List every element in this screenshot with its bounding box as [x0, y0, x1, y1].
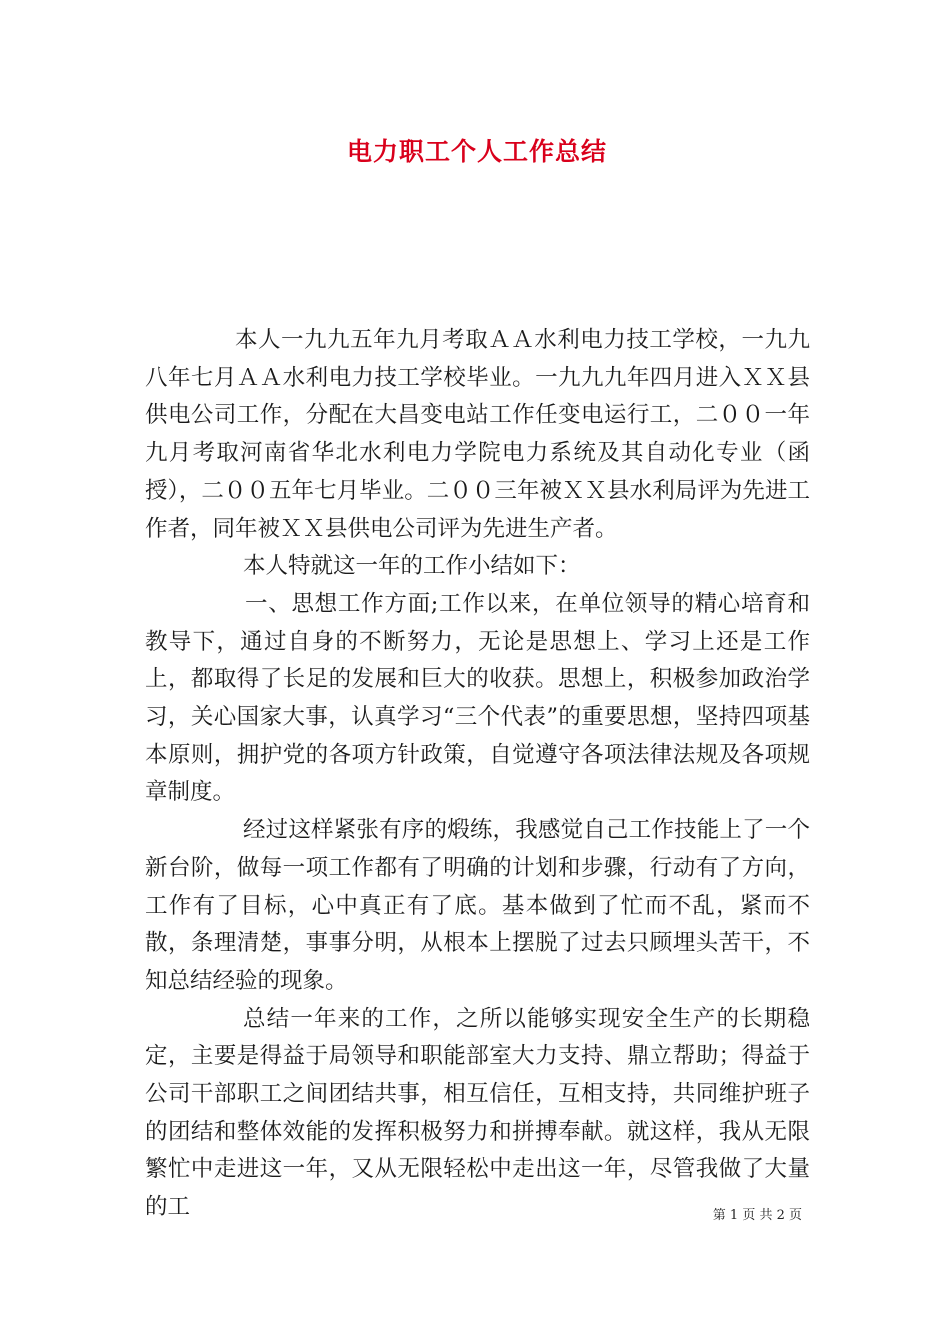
- page-number-footer: 第 1 页 共 2 页: [712, 1208, 802, 1223]
- paragraph: 一、思想工作方面;工作以来，在单位领导的精心培育和教导下，通过自身的不断努力，无论是思想上、学习上还是工作上，都取得了长足的发展和巨大的收获。思想上，积极参加政治学习，关心国家大事，认真学习“三个代表”的重要思想，坚持四项基本原则，拥护党的各项方针政策，自觉遵守各项法律法规及各项规章制度。: [145, 590, 810, 806]
- paragraph: 总结一年来的工作，之所以能够实现安全生产的长期稳定，主要是得益于局领导和职能部室大力支持、鼎立帮助；得益于公司干部职工之间团结共事，相互信任，互相支持，共同维护班子的团结和整体效能的发挥积极努力和拼搏奉献。就这样，我从无限繁忙中走进这一年，又从无限轻松中走出这一年，尽管我做了大量的工: [145, 1005, 810, 1221]
- document-body: [145, 322, 810, 1227]
- paragraph: 本人一九九五年九月考取ＡＡ水利电力技工学校，一九九八年七月ＡＡ水利电力技工学校毕业。一九九九年四月进入ＸＸ县供电公司工作，分配在大昌变电站工作任变电运行工，二００一年九月考取河南省华北水利电力学院电力系统及其自动化专业（函授），二００五年七月毕业。二００三年被ＸＸ县水利局评为先进工作者，同年被ＸＸ县供电公司评为先进生产者。: [145, 327, 810, 542]
- document-title: 电力职工个人工作总结: [346, 137, 607, 166]
- paragraph: 本人特就这一年的工作小结如下：: [243, 553, 581, 580]
- paragraph: 经过这样紧张有序的煅练，我感觉自己工作技能上了一个新台阶，做每一项工作都有了明确的计划和步骤，行动有了方向，工作有了目标，心中真正有了底。基本做到了忙而不乱，紧而不散，条理清楚，事事分明，从根本上摆脱了过去只顾埋头苦干，不知总结经验的现象。: [145, 817, 810, 994]
